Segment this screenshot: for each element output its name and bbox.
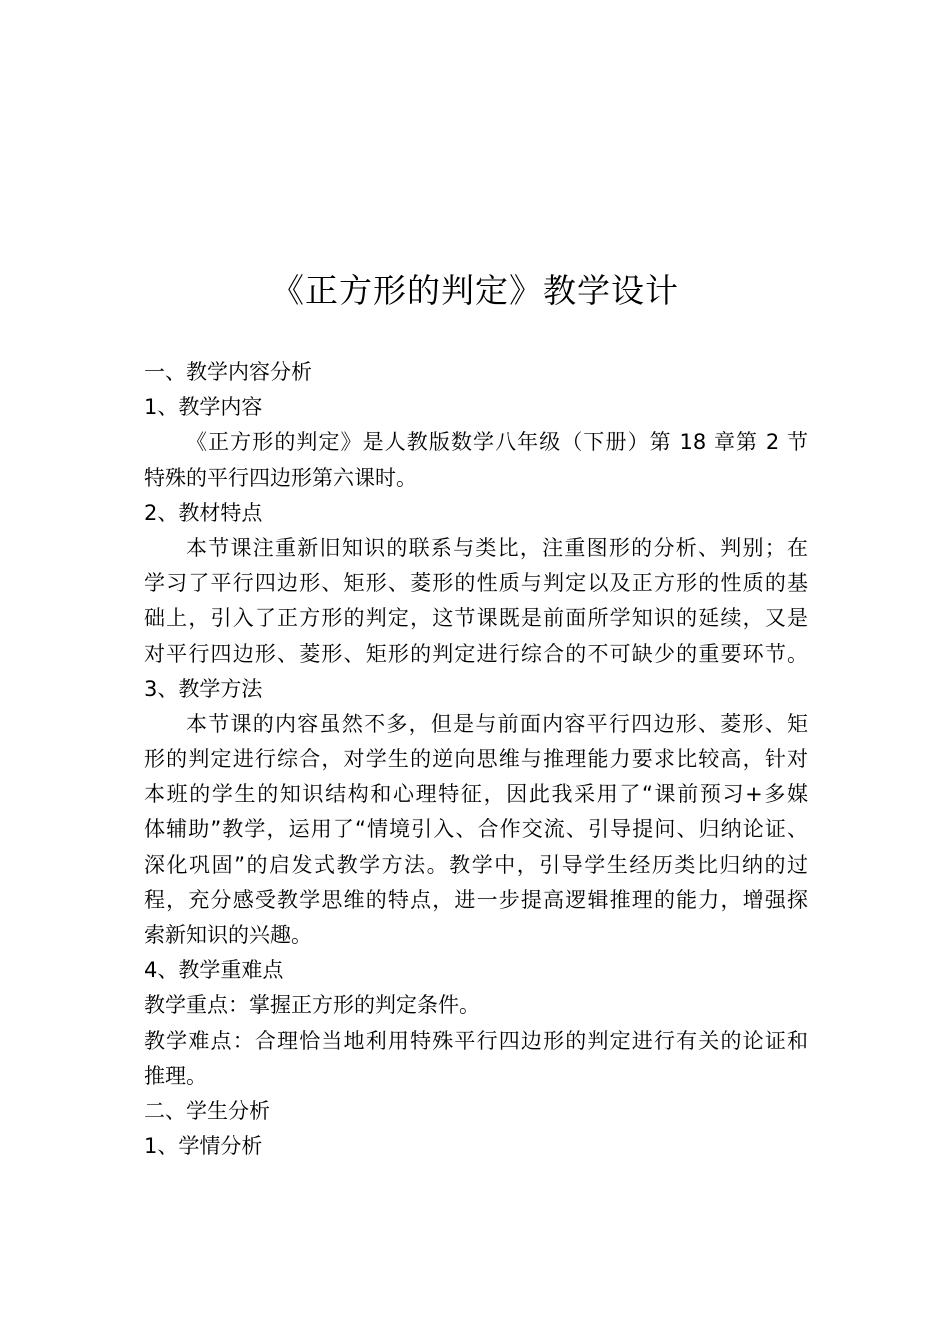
key-point-line: 教学重点：掌握正方形的判定条件。 [144,993,480,1018]
paragraph-line: 推理。 [144,1063,207,1088]
paragraph-line: 础上，引入了正方形的判定，这节课既是前面所学知识的延续，又是 [144,606,808,631]
document-title: 《正方形的判定》教学设计 [271,271,679,310]
subheading-learning-situation: 1、学情分析 [144,1134,263,1159]
section-heading-content-analysis: 一、教学内容分析 [144,360,312,384]
section-heading-student-analysis: 二、学生分析 [144,1098,270,1123]
paragraph-line: 程，充分感受教学思维的特点，进一步提高逻辑推理的能力，增强探 [144,887,808,912]
subheading-teaching-content: 1、教学内容 [144,395,263,420]
paragraph-line: 索新知识的兴趣。 [144,923,312,947]
paragraph-line: 本节课注重新旧知识的联系与类比，注重图形的分析、判别；在 [186,535,808,560]
difficult-point-line: 教学难点：合理恰当地利用特殊平行四边形的判定进行有关的论证和 [144,1028,808,1053]
subheading-material-features: 2、教材特点 [144,500,263,525]
subheading-key-difficult-points: 4、教学重难点 [144,958,284,983]
paragraph-line: 形的判定进行综合，对学生的逆向思维与推理能力要求比较高，针对 [144,747,808,772]
paragraph-line: 对平行四边形、菱形、矩形的判定进行综合的不可缺少的重要环节。 [144,641,808,666]
subheading-teaching-method: 3、教学方法 [144,676,263,701]
paragraph-line: 体辅助”教学，运用了“情境引入、合作交流、引导提问、归纳论证、 [144,817,808,842]
paragraph-line: 特殊的平行四边形第六课时。 [144,465,417,490]
paragraph-line: 深化巩固”的启发式教学方法。教学中，引导学生经历类比归纳的过 [144,852,808,877]
paragraph-line: 本班的学生的知识结构和心理特征，因此我采用了“课前预习+多媒 [144,782,808,807]
paragraph-line: 《正方形的判定》是人教版数学八年级（下册）第 18 章第 2 节 [186,430,808,455]
paragraph-line: 本节课的内容虽然不多，但是与前面内容平行四边形、菱形、矩 [186,711,808,736]
document-body [144,355,808,1164]
paragraph-line: 学习了平行四边形、矩形、菱形的性质与判定以及正方形的性质的基 [144,571,808,596]
